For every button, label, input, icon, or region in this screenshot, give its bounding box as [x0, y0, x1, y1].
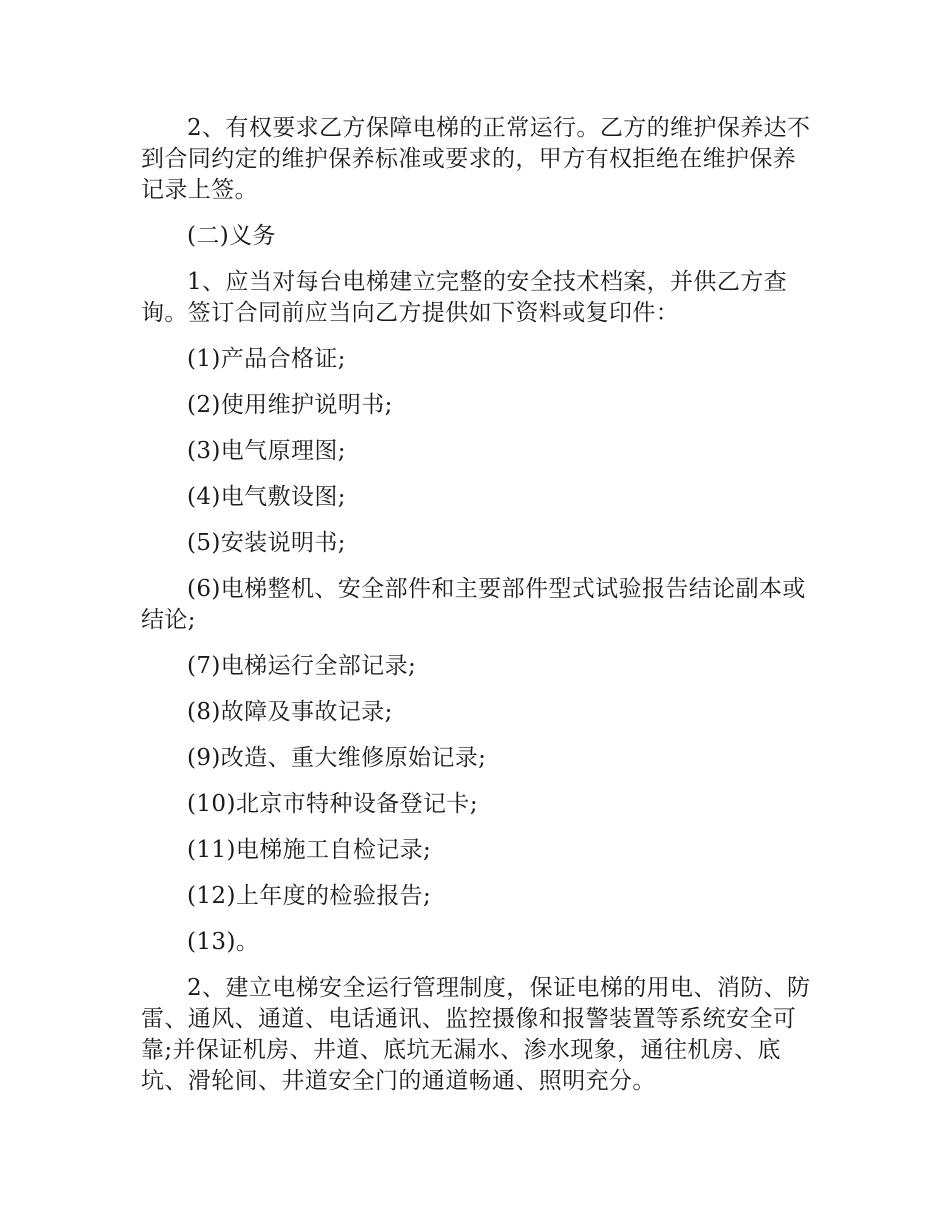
list-item-6: (6)电梯整机、安全部件和主要部件型式试验报告结论副本或结论; — [141, 576, 806, 633]
list-item-8: (8)故障及事故记录; — [187, 699, 393, 725]
list-item-4: (4)电气敷设图; — [187, 484, 346, 510]
document-body — [141, 113, 813, 1112]
list-item-2: (2)使用维护说明书; — [187, 392, 393, 418]
list-item-12: (12)上年度的检验报告; — [187, 883, 432, 909]
paragraph-obligation-2: 2、建立电梯安全运行管理制度，保证电梯的用电、消防、防雷、通风、通道、电话通讯、监控摄像和报警装置等系统安全可靠;并保证机房、井道、底坑无漏水、渗水现象，通往机房、底坑、滑轮间、井道安全门的通道畅通、照明充分。 — [141, 975, 811, 1094]
list-item-7: (7)电梯运行全部记录; — [187, 653, 417, 679]
section-heading-obligations: (二)义务 — [187, 223, 276, 249]
list-item-13: (13)。 — [187, 929, 260, 955]
list-item-10: (10)北京市特种设备登记卡; — [187, 791, 478, 817]
list-item-11: (11)电梯施工自检记录; — [187, 837, 432, 863]
paragraph-obligation-1: 1、应当对每台电梯建立完整的安全技术档案，并供乙方查询。签订合同前应当向乙方提供如下资料或复印件： — [141, 269, 788, 326]
list-item-9: (9)改造、重大维修原始记录; — [187, 745, 487, 771]
list-item-3: (3)电气原理图; — [187, 438, 346, 464]
list-item-5: (5)安装说明书; — [187, 530, 346, 556]
paragraph-right-2: 2、有权要求乙方保障电梯的正常运行。乙方的维护保养达不到合同约定的维护保养标准或要求的，甲方有权拒绝在维护保养记录上签。 — [141, 115, 811, 203]
list-item-1: (1)产品合格证; — [187, 346, 346, 372]
